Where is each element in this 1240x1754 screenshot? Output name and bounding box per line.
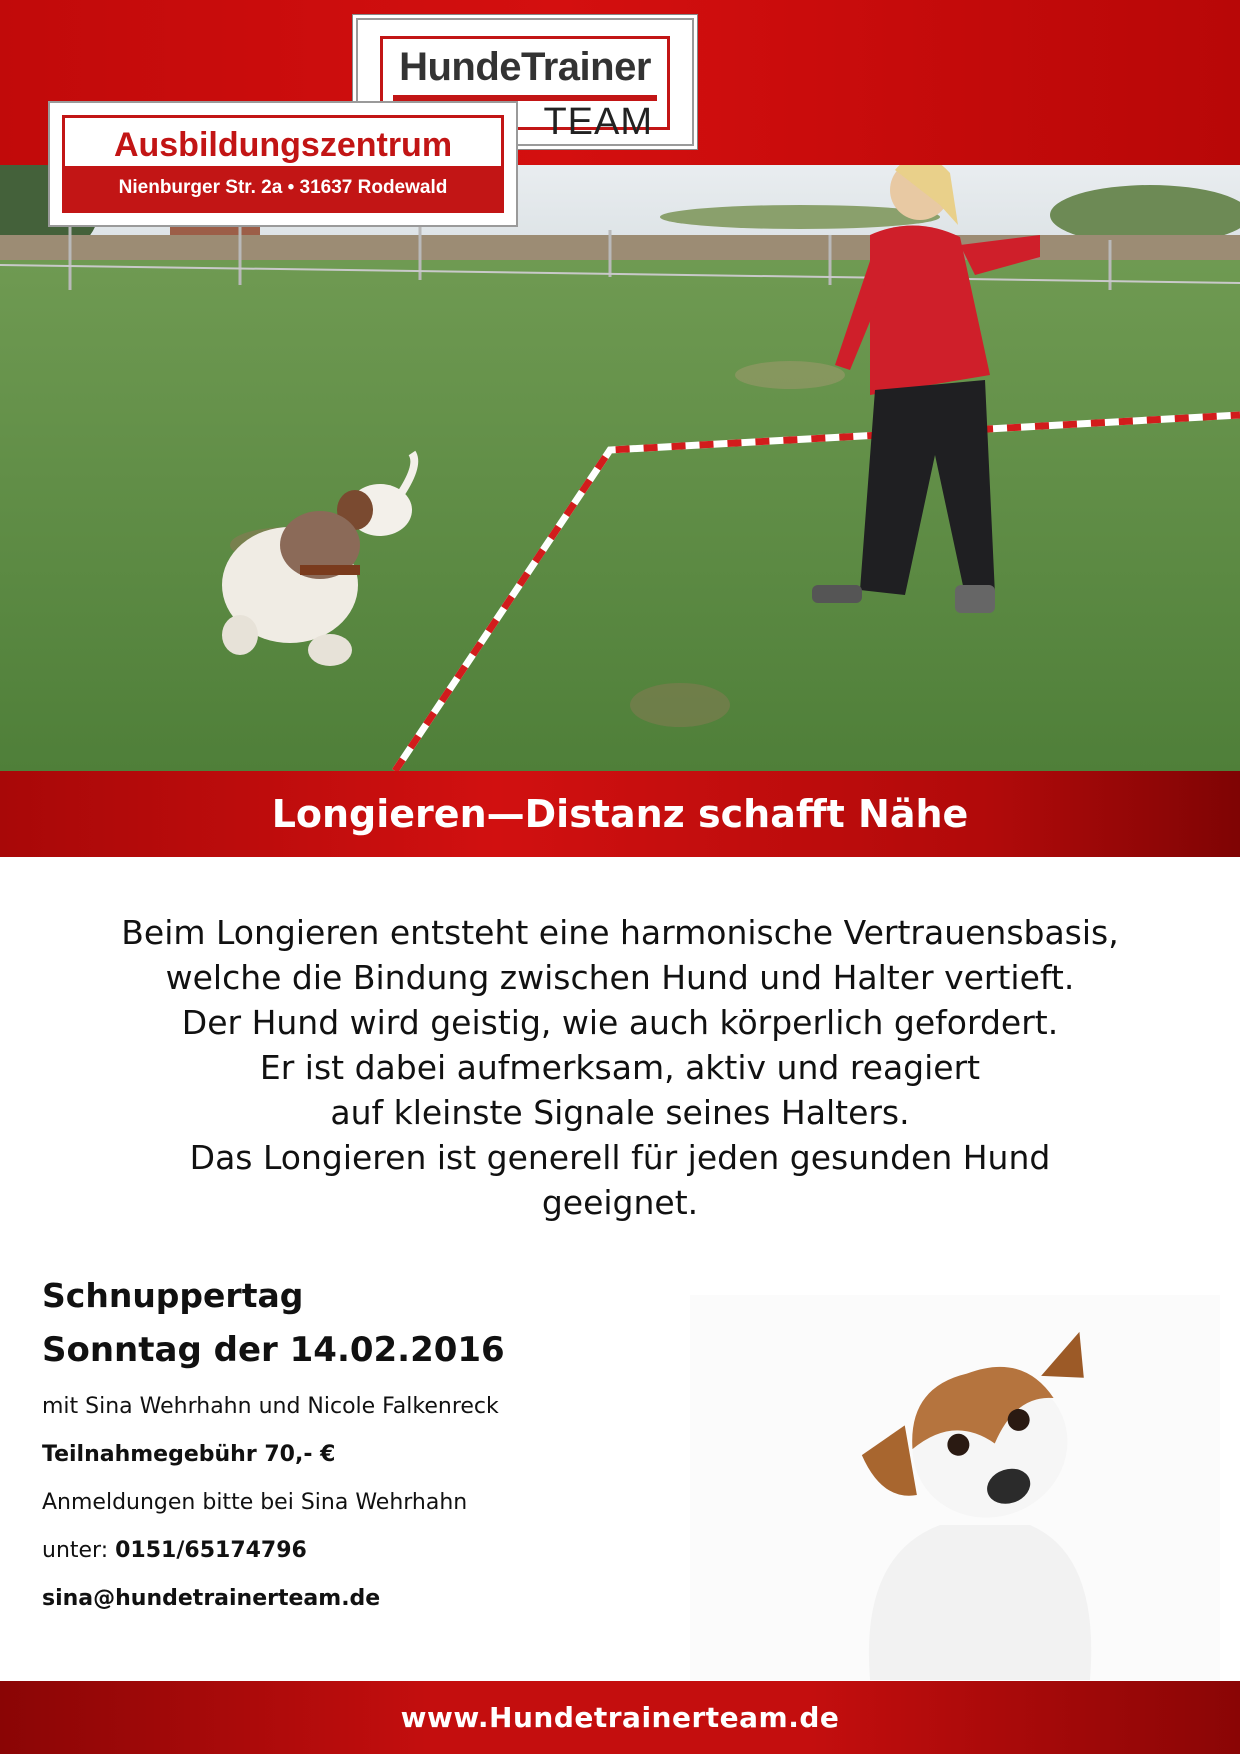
phone-number: 0151/65174796: [115, 1538, 307, 1563]
title-band: [0, 771, 1240, 857]
logo-hundetrainer-text: HundeTrainer: [399, 45, 651, 89]
page-title: Longieren—Distanz schafft Nähe: [271, 792, 969, 836]
logo-address: Nienburger Str. 2a • 31637 Rodewald: [65, 166, 501, 210]
event-email: sina@hundetrainerteam.de: [42, 1586, 381, 1611]
description-line: Das Longieren ist generell für jeden gesunden Hund: [189, 1138, 1051, 1177]
phone-prefix: unter:: [42, 1538, 116, 1563]
description-line: geeignet.: [541, 1183, 699, 1222]
hero-photo: [0, 165, 1240, 771]
description-line: Beim Longieren entsteht eine harmonische Vertrauensbasis,: [121, 913, 1119, 952]
description-line: auf kleinste Signale seines Halters.: [330, 1093, 910, 1132]
description-line: Der Hund wird geistig, wie auch körperlich gefordert.: [181, 1003, 1059, 1042]
ausbildungszentrum-logo: [48, 101, 518, 227]
logo-team-text: TEAM: [543, 101, 653, 143]
description: [20, 910, 1220, 1225]
event-phone-row: [42, 1538, 307, 1563]
dog-photo: [690, 1295, 1220, 1680]
event-date: Sonntag der 14.02.2016: [42, 1330, 505, 1370]
footer-band: [0, 1681, 1240, 1754]
event-name: Schnuppertag: [42, 1276, 304, 1315]
event-registration: Anmeldungen bitte bei Sina Wehrhahn: [42, 1490, 468, 1515]
event-trainers: mit Sina Wehrhahn und Nicole Falkenreck: [42, 1394, 499, 1419]
description-line: welche die Bindung zwischen Hund und Halter vertieft.: [165, 958, 1075, 997]
logo-ausbildungszentrum-text: Ausbildungszentrum: [113, 126, 453, 164]
description-line: Er ist dabei aufmerksam, aktiv und reagiert: [259, 1048, 981, 1087]
event-fee: Teilnahmegebühr 70,- €: [42, 1442, 336, 1467]
website-link[interactable]: www.Hundetrainerteam.de: [400, 1701, 840, 1734]
